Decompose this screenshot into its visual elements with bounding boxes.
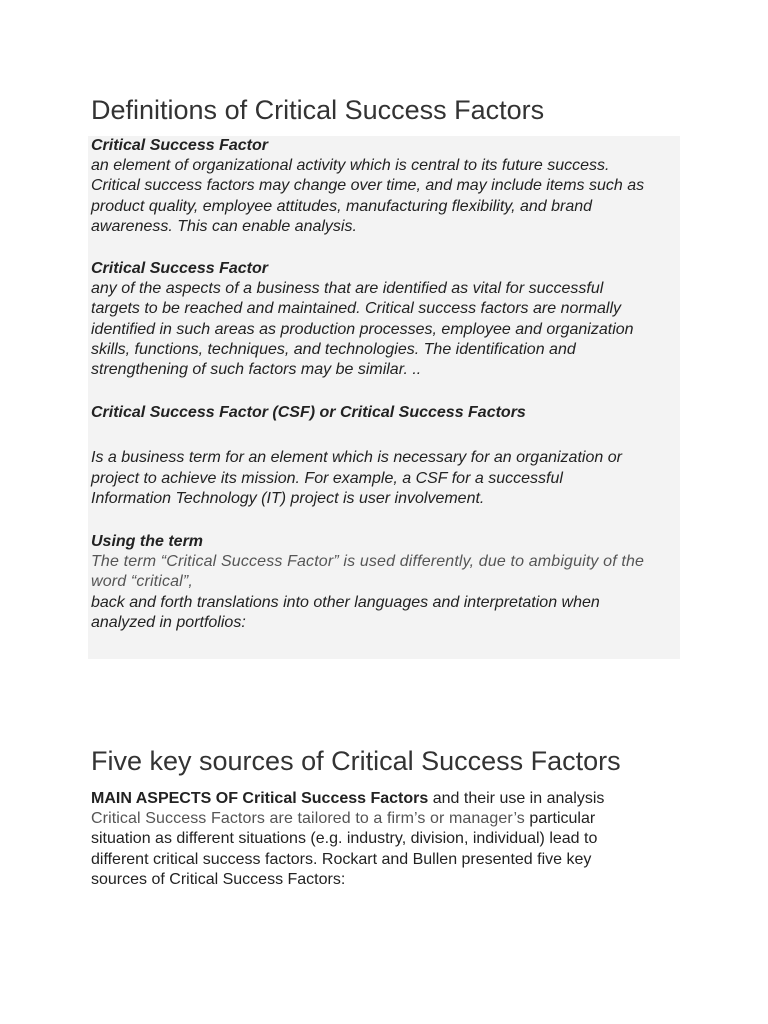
section-heading-definitions: Definitions of Critical Success Factors bbox=[91, 95, 545, 125]
definition-line: analyzed in portfolios: bbox=[91, 613, 246, 631]
intro-paragraph bbox=[91, 789, 691, 890]
definition-term: Critical Success Factor bbox=[91, 137, 268, 154]
intro-line bbox=[91, 789, 691, 809]
definitions-content bbox=[91, 136, 680, 633]
definition-line: awareness. This can enable analysis. bbox=[91, 217, 357, 235]
definition-line-light: word “critical”, bbox=[91, 573, 193, 591]
definition-line: targets to be reached and maintained. Critical success factors are normally bbox=[91, 300, 622, 318]
definition-line: back and forth translations into other languages and interpretation when bbox=[91, 593, 600, 611]
intro-light-rest: particular bbox=[524, 810, 596, 828]
intro-line bbox=[91, 809, 691, 829]
definition-line: an element of organizational activity which is central to its future success. bbox=[91, 157, 610, 175]
section-heading-five-sources: Five key sources of Critical Success Factors bbox=[91, 746, 621, 776]
definition-line: skills, functions, techniques, and technologies. The identification and bbox=[91, 340, 576, 358]
definition-line: project to achieve its mission. For example, a CSF for a successful bbox=[91, 469, 563, 487]
definition-term: Critical Success Factor (CSF) or Critical Success Factors bbox=[91, 404, 526, 422]
definition-line: product quality, employee attitudes, manufacturing flexibility, and brand bbox=[91, 197, 593, 215]
intro-lead-rest: and their use in analysis bbox=[428, 790, 605, 807]
definition-line: Critical success factors may change over time, and may include items such as bbox=[91, 177, 645, 195]
definitions-box bbox=[88, 136, 680, 659]
definition-line: strengthening of such factors may be similar. .. bbox=[91, 361, 422, 379]
definition-line: identified in such areas as production processes, employee and organization bbox=[91, 320, 634, 338]
definition-line-light: The term “Critical Success Factor” is used differently, due to ambiguity of the bbox=[91, 553, 645, 571]
intro-bold-lead: MAIN ASPECTS OF Critical Success Factors bbox=[91, 790, 429, 807]
definition-line: any of the aspects of a business that are identified as vital for successful bbox=[91, 280, 604, 298]
intro-line: sources of Critical Success Factors: bbox=[91, 870, 346, 888]
definition-line: Information Technology (IT) project is user involvement. bbox=[91, 489, 485, 507]
definition-line: Is a business term for an element which is necessary for an organization or bbox=[91, 449, 622, 467]
definition-term: Using the term bbox=[91, 533, 204, 551]
intro-line: different critical success factors. Rockart and Bullen presented five key bbox=[91, 850, 592, 868]
intro-line: situation as different situations (e.g. industry, division, individual) lead to bbox=[91, 830, 598, 848]
intro-light-part: Critical Success Factors are tailored to a firm’s or manager’s bbox=[91, 810, 525, 828]
definition-term: Critical Success Factor bbox=[91, 260, 268, 278]
